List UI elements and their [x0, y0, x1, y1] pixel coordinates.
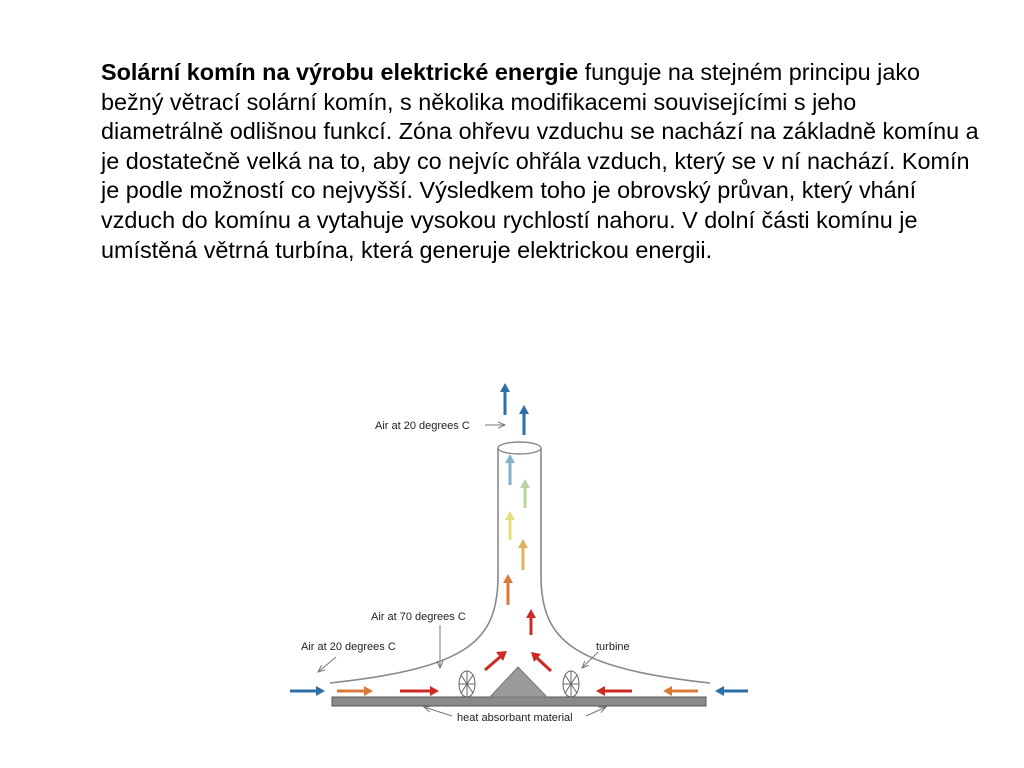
up-arrow-orange	[503, 574, 513, 605]
pointer-heat-right	[586, 707, 606, 716]
diagonal-arrow-left-hot	[485, 651, 507, 670]
turbine-right	[563, 671, 579, 697]
up-arrow-outflow-1	[500, 383, 510, 415]
up-arrow-warm	[518, 539, 528, 570]
heat-absorbant-base	[332, 697, 706, 706]
label-air-top: Air at 20 degrees C	[375, 420, 470, 432]
inflow-arrow-left-hot	[400, 686, 439, 696]
label-heat-material: heat absorbant material	[457, 712, 573, 724]
pointer-air-left	[318, 657, 336, 672]
up-arrow-light	[520, 479, 530, 508]
up-arrow-outflow-2	[519, 405, 529, 435]
up-arrow-hot	[526, 609, 536, 635]
paragraph-body: funguje na stejném principu jako bežný větrací solární komín, s několika modifikacemi souvisejícími s jeho diametrálně odlišnou funkcí. Zóna ohřevu vzduchu se nachází na základně komínu a je dostatečně velká na to, aby co nejvíc ohřála vzduch, který se v ní nachází. Komín je podle možností co nejvyšší. Výsledkem toho je obrovský průvan, který vhání vzduch do komínu a vytahuje vysokou rychlostí nahoru. V dolní části komínu je umístěná větrná turbína, která generuje elektrickou energii.	[101, 59, 979, 263]
pointer-heat-left	[424, 707, 452, 716]
up-arrow-yellow	[505, 511, 515, 540]
inflow-arrow-left-cold	[290, 686, 325, 696]
chimney-top-opening	[498, 442, 541, 454]
inflow-arrow-right-hot	[596, 686, 632, 696]
inflow-arrow-right-cold	[715, 686, 748, 696]
label-air-70: Air at 70 degrees C	[371, 611, 466, 623]
inflow-arrow-left-warm	[337, 686, 373, 696]
turbine-left	[459, 671, 475, 697]
label-turbine: turbine	[596, 641, 630, 653]
label-air-left: Air at 20 degrees C	[301, 641, 396, 653]
up-arrow-cool	[505, 454, 515, 485]
paragraph-bold-lead: Solární komín na výrobu elektrické energie	[101, 59, 579, 85]
diagonal-arrow-right-hot	[531, 652, 551, 671]
inflow-arrow-right-warm	[663, 686, 698, 696]
central-cone	[490, 667, 547, 697]
